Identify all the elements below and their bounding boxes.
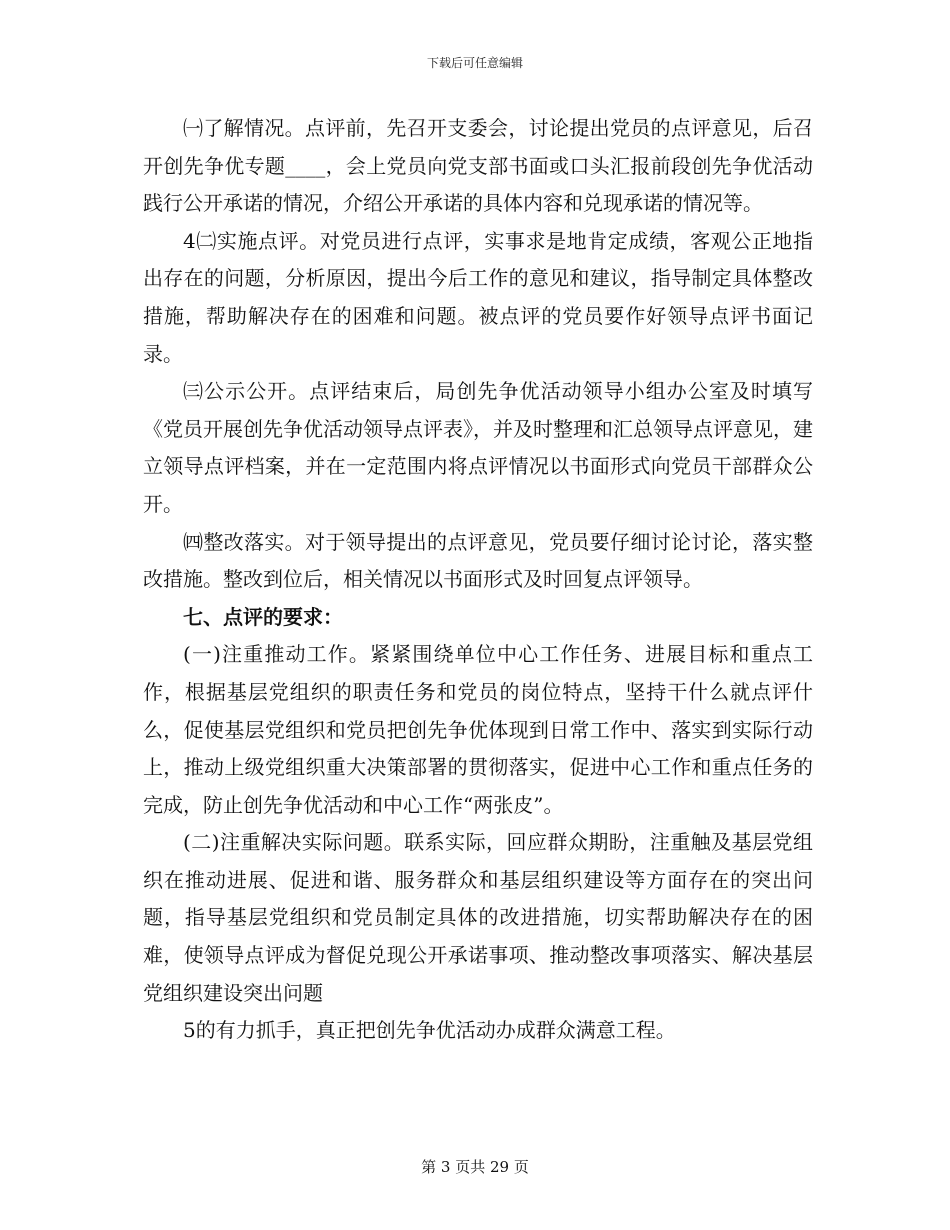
paragraph-understand-situation: ㈠了解情况。点评前，先召开支委会，讨论提出党员的点评意见，后召开创先争优专题____，会上党员向党支部书面或口头汇报前段创先争优活动践行公开承诺的情况，介绍公开承诺的具体内容和兑现承诺的情况等。	[143, 116, 813, 216]
page-footer: 第 3 页共 29 页	[421, 1158, 529, 1176]
document-body	[143, 110, 813, 1050]
paragraph-rectification: ㈣整改落实。对于领导提出的点评意见，党员要仔细讨论讨论，落实整改措施。整改到位后，相关情况以书面形式及时回复点评领导。	[143, 529, 813, 592]
page-header: 下载后可任意编辑	[426, 56, 523, 70]
paragraph-public-disclosure: ㈢公示公开。点评结束后，局创先争优活动领导小组办公室及时填写《党员开展创先争优活动领导点评表》，并及时整理和汇总领导点评意见，建立领导点评档案，并在一定范围内将点评情况以书面形式向党员干部群众公开。	[143, 379, 813, 516]
paragraph-solve-problems: (二)注重解决实际问题。联系实际，回应群众期盼，注重触及基层党组织在推动进展、促进和谐、服务群众和基层组织建设等方面存在的突出问题，指导基层党组织和党员制定具体的改进措施，切实帮助解决存在的困难，使领导点评成为督促兑现公开承诺事项、推动整改事项落实、解决基层党组织建设突出问题	[143, 830, 813, 1005]
paragraph-implement-review: 4㈡实施点评。对党员进行点评，实事求是地肯定成绩，客观公正地指出存在的问题，分析原因，提出今后工作的意见和建议，指导制定具体整改措施，帮助解决存在的困难和问题。被点评的党员要作好领导点评书面记录。	[143, 228, 813, 366]
section-heading-requirements: 七、点评的要求：	[183, 604, 343, 629]
paragraph-effective-means: 5的有力抓手，真正把创先争优活动办成群众满意工程。	[183, 1018, 676, 1043]
paragraph-promote-work: (一)注重推动工作。紧紧围绕单位中心工作任务、进展目标和重点工作，根据基层党组织的职责任务和党员的岗位特点，坚持干什么就点评什么，促使基层党组织和党员把创先争优体现到日常工作中、落实到实际行动上，推动上级党组织重大决策部署的贯彻落实，促进中心工作和重点任务的完成，防止创先争优活动和中心工作“两张皮”。	[143, 642, 813, 817]
